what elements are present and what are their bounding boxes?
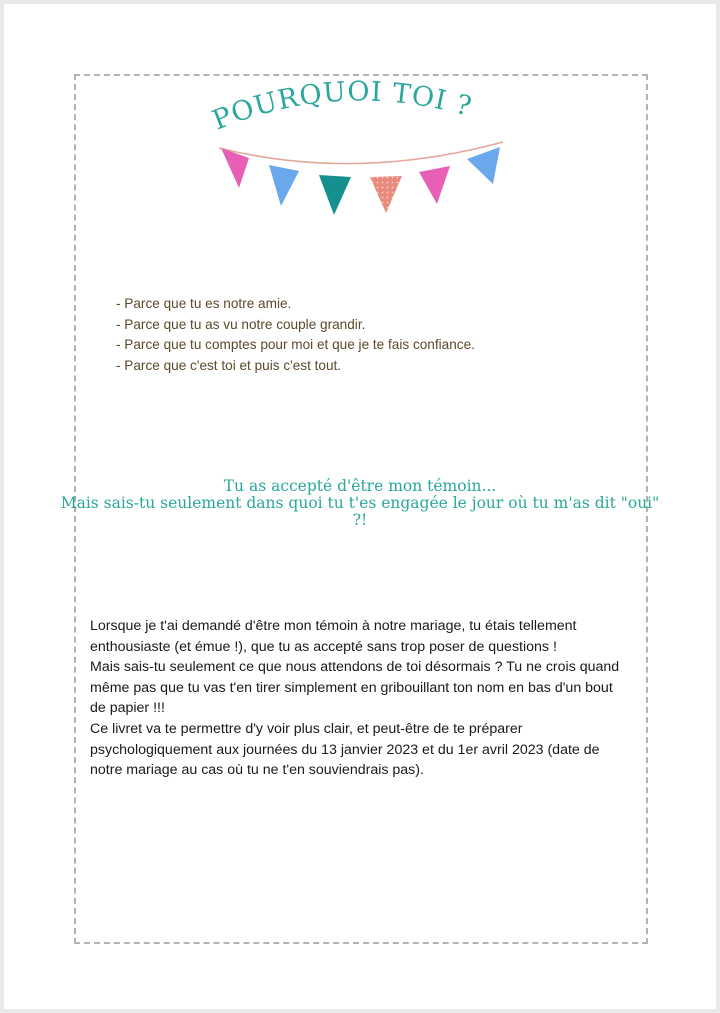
bunting-flag-blue-icon [467,147,500,184]
reasons-list [116,294,475,376]
bunting-flag-blue-icon [269,165,299,206]
headline-line: ?! [352,511,368,529]
bunting-string [219,142,503,164]
body-paragraph: Lorsque je t'ai demandé d'être mon témoin à notre mariage, tu étais tellement enthousiaste (et émue !), que tu as accepté sans trop poser de questions ! [90,618,577,655]
headline-line: Mais sais-tu seulement dans quoi tu t'es engagée le jour où tu m'as dit "oui" [60,494,660,512]
reason-item: - Parce que tu as vu notre couple grandir. [116,316,366,332]
bunting-flag-teal-icon [319,175,351,215]
body-text [90,616,630,781]
bunting-flag-pink-icon [419,166,450,204]
reason-item: - Parce que tu comptes pour moi et que je te fais confiance. [116,337,475,352]
body-paragraph: Ce livret va te permettre d'y voir plus clair, et peut-être de te préparer psychologiquement aux journées du 13 janvier 2023 et du 1er avril 2023 (date de notre mariage au cas où tu ne t'en souviendrais pas). [90,720,600,779]
headline [0,478,720,529]
reason-item: - Parce que tu es notre amie. [116,296,292,311]
bunting-flag-coral-icon [370,176,402,213]
reason-item: - Parce que c'est toi et puis c'est tout. [116,357,342,373]
page-title: POURQUOI TOI ? [208,76,476,137]
headline-line: Tu as accepté d'être mon témoin... [223,477,497,495]
body-paragraph: Mais sais-tu seulement ce que nous attendons de toi désormais ? Tu ne crois quand même pas que tu vas t'en tirer simplement en gribouillant ton nom en bas d'un bout de papier !!! [90,659,620,717]
title-banner [205,76,515,230]
